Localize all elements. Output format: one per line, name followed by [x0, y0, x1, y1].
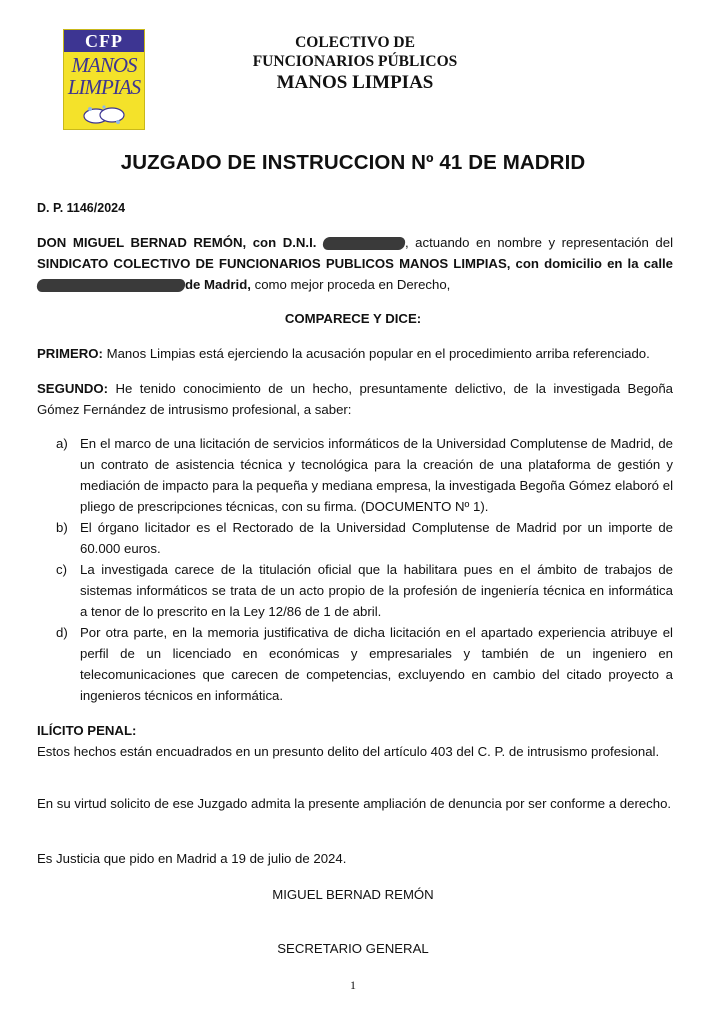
- hands-icon: [80, 103, 128, 127]
- item-marker: d): [56, 625, 68, 640]
- intro-paragraph: [37, 232, 673, 295]
- item-text: El órgano licitador es el Rectorado de la Universidad Complutense de Madrid por un importe de 60.000 euros.: [80, 520, 673, 556]
- logo-line-2: LIMPIAS: [67, 75, 141, 99]
- intro-acting: , actuando en nombre y representación del: [404, 235, 673, 250]
- item-marker: a): [56, 436, 68, 451]
- signer-title: SECRETARIO GENERAL: [277, 941, 429, 956]
- comparece-heading: COMPARECE Y DICE:: [284, 311, 422, 326]
- logo-acronym: CFP: [64, 30, 144, 52]
- segundo-paragraph: [37, 378, 673, 420]
- solicito-paragraph: En su virtud solicito de ese Juzgado admita la presente ampliación de denuncia por ser conforme a derecho.: [37, 796, 672, 811]
- org-line-1: COLECTIVO DE: [295, 34, 415, 51]
- primero-label: PRIMERO:: [37, 346, 103, 361]
- redacted-address: [36, 279, 186, 292]
- redacted-dni: [322, 237, 406, 250]
- logo-text: [64, 54, 144, 98]
- list-item: [37, 433, 673, 517]
- intro-union: SINDICATO COLECTIVO DE FUNCIONARIOS PUBLICOS MANOS LIMPIAS, con domicilio en la calle: [37, 256, 673, 271]
- item-text: La investigada carece de la titulación oficial que la habilitara pues en el ámbito de trabajos de sistemas informáticos se trata de un acto propio de la profesión de ingeniería técnica en informática a tenor de lo prescrito en la Ley 12/86 de 1 de abril.: [80, 562, 673, 619]
- item-marker: c): [56, 562, 67, 577]
- list-item: [37, 517, 673, 559]
- signer-name: MIGUEL BERNAD REMÓN: [272, 887, 434, 902]
- list-item: [37, 622, 673, 706]
- organization-header: [220, 33, 490, 95]
- court-title: JUZGADO DE INSTRUCCION Nº 41 DE MADRID: [120, 151, 586, 174]
- segundo-text: He tenido conocimiento de un hecho, presuntamente delictivo, de la investigada Begoña Gómez Fernández de intrusismo profesional, a saber:: [37, 381, 673, 417]
- intro-city: de Madrid,: [185, 277, 251, 292]
- logo-line-1: MANOS: [71, 53, 137, 77]
- ilicito-text: Estos hechos están encuadrados en un presunto delito del artículo 403 del C. P. de intrusismo profesional.: [37, 744, 660, 759]
- facts-list: [37, 433, 673, 706]
- ilicito-section: [37, 720, 673, 762]
- page-number: 1: [350, 978, 356, 992]
- primero-paragraph: [37, 343, 673, 364]
- closing-line: Es Justicia que pido en Madrid a 19 de julio de 2024.: [37, 851, 347, 866]
- manos-limpias-logo: [63, 29, 145, 130]
- org-line-3: MANOS LIMPIAS: [276, 72, 434, 93]
- case-reference: D. P. 1146/2024: [37, 201, 126, 215]
- item-marker: b): [56, 520, 68, 535]
- list-item: [37, 559, 673, 622]
- primero-text: Manos Limpias está ejerciendo la acusación popular en el procedimiento arriba referenciado.: [102, 346, 650, 361]
- segundo-label: SEGUNDO:: [37, 381, 109, 396]
- intro-closing: como mejor proceda en Derecho,: [250, 277, 451, 292]
- ilicito-label: ILÍCITO PENAL:: [37, 723, 137, 738]
- item-text: En el marco de una licitación de servicios informáticos de la Universidad Complutense de Madrid, de un contrato de asistencia técnica y tecnológica para la creación de una plataforma de gestión y mediación de impacto para la pequeña y mediana empresa, la investigada Begoña Gómez elaboró el pliego de prescripciones técnicas, con su firma. (DOCUMENTO Nº 1).: [80, 436, 673, 514]
- intro-name: DON MIGUEL BERNAD REMÓN, con D.N.I.: [37, 235, 317, 250]
- org-line-2: FUNCIONARIOS PÚBLICOS: [252, 53, 458, 70]
- item-text: Por otra parte, en la memoria justificativa de dicha licitación en el apartado experiencia atribuye el perfil de un licenciado en económicas y empresariales y también de un ingeniero en telecomunicaciones que carecen de competencias, excluyendo en cambio del citado proyecto a ingenieros técnicos en informática.: [80, 625, 673, 703]
